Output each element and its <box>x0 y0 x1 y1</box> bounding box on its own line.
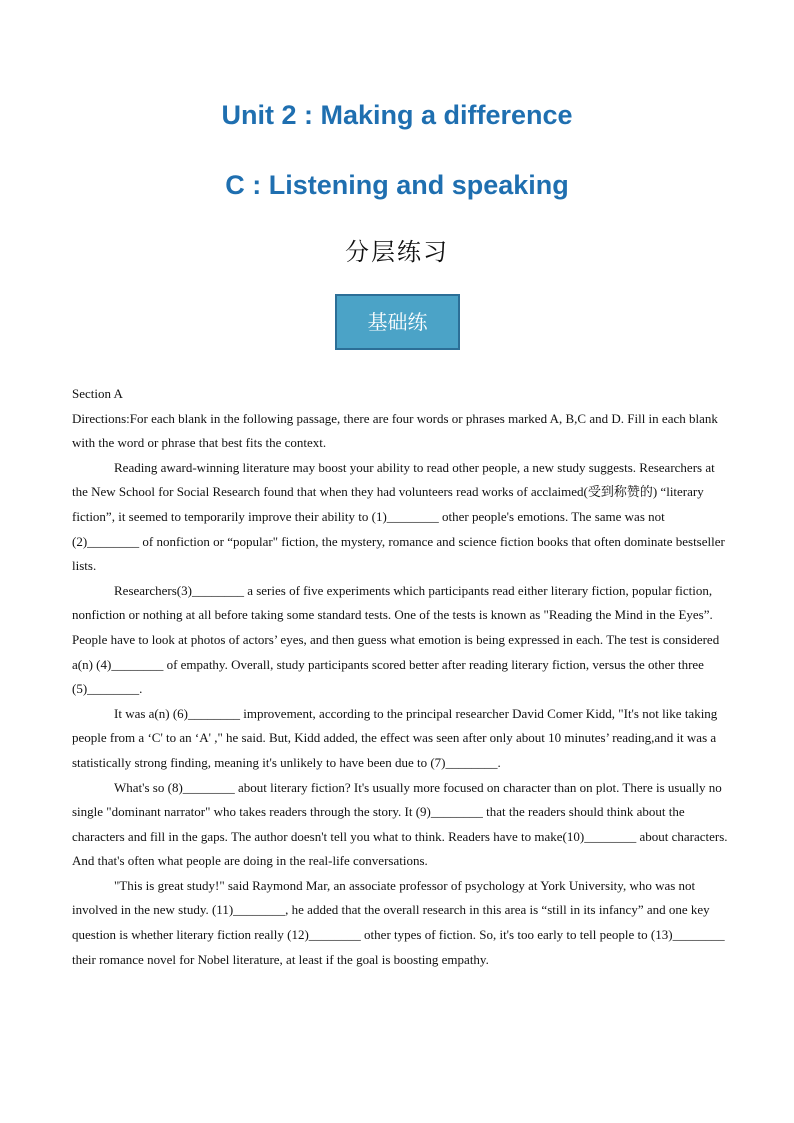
paragraph-3: It was a(n) (6)________ improvement, according to the principal researcher David Comer Kidd, "It's not like taking people from a ‘C' to an ‘A' ," he said. But, Kidd added, the effect was seen after only about 10 minutes’ reading,and it was a statistically strong finding, meaning it's unlikely to have been due to (7)________. <box>72 705 718 770</box>
paragraph-2: Researchers(3)________ a series of five experiments which participants read either literary fiction, popular fiction, nonfiction or nothing at all before taking some standard tests. One of the tests is known as "Reading the Mind in the Eyes”. People have to look at photos of actors’ eyes, and then guess what emotion is being expressed in each. The test is considered a(n) (4)________ of empathy. Overall, study participants scored better after reading literary fiction, versus the other three (5)________. <box>72 582 720 697</box>
level-badge: 基础练 <box>335 294 460 350</box>
page-subtitle: 分层练习 <box>345 238 449 266</box>
section-label: Section A <box>72 386 123 401</box>
paragraph-5: "This is great study!" said Raymond Mar, an associate professor of psychology at York University, who was not involved in the new study. (11)________, he added that the overall research in this area is “still in its infancy” and one key question is whether literary fiction really (12)________ other types of fiction. So, it's too early to tell people to (13)________ their romance novel for Nobel literature, at least if the goal is boosting empathy. <box>72 877 725 967</box>
directions: Directions:For each blank in the following passage, there are four words or phrases marked A, B,C and D. Fill in each blank with the word or phrase that best fits the context. <box>72 410 718 451</box>
unit-title: Unit 2 : Making a difference <box>221 100 573 130</box>
paragraph-1: Reading award-winning literature may boost your ability to read other people, a new study suggests. Researchers at the New School for Social Research found that when they had volunteers read works of acclaimed(受到称赞的) “literary fiction”, it seemed to temporarily improve their ability to (1)________ other people's emotions. The same was not (2)________ of nonfiction or “popular" fiction, the mystery, romance and science fiction books that often dominate bestseller lists. <box>72 459 725 574</box>
section-title: C : Listening and speaking <box>225 170 569 200</box>
paragraph-4: What's so (8)________ about literary fiction? It's usually more focused on character than on plot. There is usually no single "dominant narrator" who takes readers through the story. It (9)________ that the readers should think about the characters and fill in the gaps. The author doesn't tell you what to think. Readers have to make(10)________ about characters. And that's often what people are doing in the real-life conversations. <box>72 779 728 869</box>
exercise-content <box>72 382 732 972</box>
